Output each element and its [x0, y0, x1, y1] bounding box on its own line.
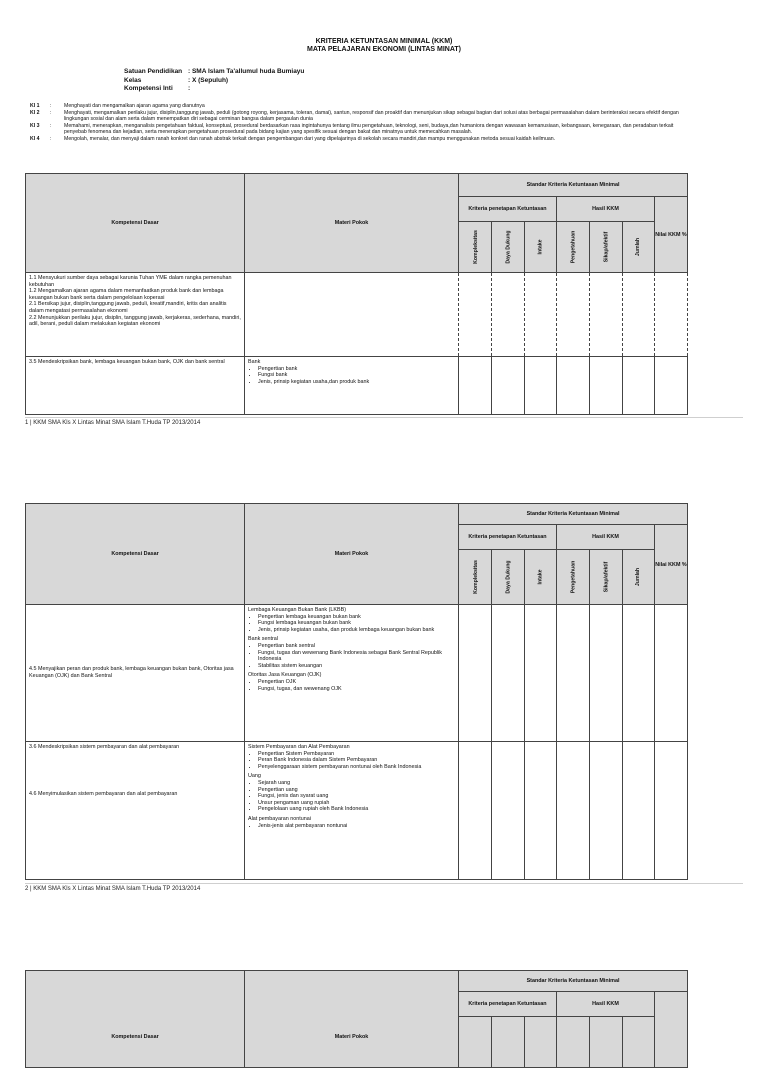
info-value: : SMA Islam Ta'allumul huda Bumiayu [188, 68, 305, 75]
kd-item: 2.2 Menunjukkan perilaku jujur, disiplin, tanggung jawab, kerjakeras, sederhana, mandiri, adil, berani, peduli dalam melakukan kegiatan ekonomi [29, 314, 241, 328]
value-cell [492, 605, 525, 742]
value-cell [557, 605, 590, 742]
daya-dukung-label: Daya Dukung [505, 560, 512, 594]
materi-list [248, 751, 455, 771]
intake-header [525, 1017, 557, 1068]
ki-text: Menghayati, mengamalkan perilaku jujur, disiplin,tanggung jawab, peduli (gotong royong, kerjasama, toleran, damai), santun, responsif dan proaktif dan menunjukan sikap sebagai bagian dari solusi atas berbagai permasalahan dalam berinteraksi secara efektif dengan lingkungan sosial dan alam serta dalam menempatkan diri sebagai cerminan bangsa dalam pergaulan dunia [64, 109, 679, 122]
standar-header: Standar Kriteria Ketuntasan Minimal [459, 174, 688, 197]
list-item: • Unsur pengaman uang rupiah [258, 800, 455, 807]
nilai-header: Nilai KKM % [655, 525, 688, 605]
intake-label: Intake [537, 569, 544, 585]
materi-title: Sistem Pembayaran dan Alat Pembayaran [248, 744, 350, 750]
value-cell [590, 605, 623, 742]
materi-title: Alat pembayaran nontunai [248, 815, 311, 822]
table-row [26, 742, 688, 880]
standar-header: Standar Kriteria Ketuntasan Minimal [459, 971, 688, 992]
list-item: • Jenis, prinsip kegiatan usaha,dan produk bank [258, 379, 455, 386]
value-cell [623, 273, 655, 357]
info-value: : [188, 85, 191, 92]
kriteria-header: Kriteria penetapan Ketuntasan [459, 525, 557, 550]
list-item: • Pengertian bank sentral [258, 643, 455, 650]
info-label: Satuan Pendidikan [124, 68, 183, 75]
kompleksitas-header [459, 1017, 492, 1068]
materi-list [248, 780, 455, 813]
kriteria-header: Kriteria penetapan Ketuntasan [459, 197, 557, 222]
kd-cell [26, 742, 245, 880]
table-row [26, 273, 688, 357]
jumlah-header [623, 222, 655, 273]
table-row [26, 605, 688, 742]
materi-header [245, 971, 459, 1068]
value-cell [525, 605, 557, 742]
info-row [124, 77, 304, 86]
ki-item [30, 103, 690, 109]
kd-item: 2.1 Bersikap jujur, disiplin,tanggung jawab, peduli, kreatif,mandiri, kritis dan analitis dalam mengatasi permasalahan ekonomi [29, 301, 227, 314]
list-item: • Fungsi lembaga keuangan bukan bank [258, 620, 455, 627]
info-label: Kelas [124, 76, 142, 84]
list-item: • Sejarah uang [258, 780, 455, 787]
jumlah-header [623, 550, 655, 605]
kd-item: 4.6 Menyimulasikan sistem pembayaran dan alat pembayaran [29, 790, 178, 797]
list-item: • Pengertian Sistem Pembayaran [258, 751, 455, 758]
materi-header-label: Materi Pokok [334, 1034, 369, 1040]
page3-clip [0, 970, 768, 1040]
value-cell [525, 273, 557, 357]
pengetahuan-header [557, 1017, 590, 1068]
kd-item: 3.5 Mendeskripsikan bank, lembaga keuangan bukan bank, OJK dan bank sentral [29, 359, 225, 365]
kd-header: Kompetensi Dasar [26, 174, 245, 273]
value-cell [525, 742, 557, 880]
table-row [26, 357, 688, 415]
ki-colon: : [50, 103, 52, 109]
sikap-header [590, 222, 623, 273]
kd-item: 1.2 Mengamalkan ajaran agama dalam memanfaatkan produk bank dan lembaga keuangan bukan bank serta dalam pengelolaan koperasi [29, 288, 224, 301]
kd-header [26, 971, 245, 1068]
school-info [124, 68, 304, 94]
value-cell [557, 357, 590, 415]
intake-header [525, 550, 557, 605]
kd-header: Kompetensi Dasar [26, 504, 245, 605]
kompleksitas-label: Kompleksitas [472, 230, 479, 264]
kd-item: 1.1 Mensyukuri sumber daya sebagai karunia Tuhan YME dalam rangka pemenuhan kebutuhan [29, 275, 232, 288]
ki-code: KI 2 [30, 109, 40, 116]
list-item: • Jenis-jenis alat pembayaran nontunai [258, 823, 455, 830]
hasil-header: Hasil KKM [557, 525, 655, 550]
ki-text: Memahami, menerapkan, menganalisis pengetahuan faktual, konseptual, prosedural berdasarkan rasa ingintahunya tentang ilmu pengetahuan, teknologi, seni, budaya,dan humaniora dengan wawasan kemanusiaan, kebangsaan, kenegaraan, dan peradaban terkait penyebab fenomena dan kejadian, serta menerapkan pengetahuan prosedural pada bidang kajian yang spesifik sesuai dengan bakat dan minatnya untuk memecahkan masalah. [64, 122, 674, 135]
list-item: • Fungsi, tugas, dan wewenang OJK [258, 686, 455, 693]
materi-title: Otoritas Jasa Keuangan (OJK) [248, 672, 322, 679]
value-cell [590, 742, 623, 880]
jumlah-label: Jumlah [635, 567, 642, 587]
ki-item [30, 136, 690, 142]
materi-cell [245, 357, 459, 415]
list-item: • Pengertian bank [258, 366, 455, 373]
materi-cell [245, 742, 459, 880]
ki-code: KI 1 [30, 103, 40, 109]
materi-list [248, 614, 455, 634]
value-cell [655, 605, 688, 742]
value-cell [623, 605, 655, 742]
value-cell [459, 742, 492, 880]
nilai-header [655, 992, 688, 1068]
hasil-header: Hasil KKM [557, 197, 655, 222]
jumlah-header [623, 1017, 655, 1068]
list-item: • Fungsi bank [258, 372, 455, 379]
nilai-header: Nilai KKM % [655, 197, 688, 273]
value-cell [557, 742, 590, 880]
materi-cell [245, 605, 459, 742]
materi-list [248, 366, 455, 386]
info-row [124, 85, 304, 94]
ki-colon: : [50, 135, 52, 142]
kompleksitas-header [459, 550, 492, 605]
list-item: • Peran Bank Indonesia dalam Sistem Pembayaran [258, 757, 455, 764]
list-item: • Fungsi, tugas dan wewenang Bank Indonesia sebagai Bank Sentral Republik Indonesia [258, 650, 455, 663]
value-cell [655, 357, 688, 415]
list-item: • Pengelolaan uang rupiah oleh Bank Indonesia [258, 806, 455, 813]
ki-item [30, 110, 690, 122]
value-cell [623, 742, 655, 880]
page-footer: 1 | KKM SMA Kls X Lintas Minat SMA Islam T.Huda TP 2013/2014 [25, 420, 201, 426]
info-row [124, 68, 304, 77]
sikap-header [590, 1017, 623, 1068]
value-cell [655, 742, 688, 880]
document-subtitle: MATA PELAJARAN EKONOMI (LINTAS MINAT) [307, 46, 461, 53]
kkm-table-page2 [25, 503, 688, 880]
pengetahuan-label: Pengetahuan [570, 560, 577, 594]
page-footer: 2 | KKM SMA Kls X Lintas Minat SMA Islam T.Huda TP 2013/2014 [25, 886, 201, 892]
kompetensi-inti-list [30, 103, 690, 142]
materi-list [248, 679, 455, 692]
kd-header-label: Kompetensi Dasar [111, 1034, 159, 1040]
page-divider [25, 417, 743, 418]
ki-colon: : [50, 122, 52, 129]
value-cell [492, 742, 525, 880]
materi-title: Lembaga Keuangan Bukan Bank (LKBB) [248, 607, 346, 613]
ki-text: Menghayati dan mengamalkan ajaran agama yang dianutnya [64, 103, 205, 109]
document-title: KRITERIA KETUNTASAN MINIMAL (KKM) [315, 38, 453, 45]
list-item: • Stabilitas sistem keuangan [258, 663, 455, 670]
value-cell [590, 357, 623, 415]
pengetahuan-label: Pengetahuan [570, 230, 577, 264]
list-item: • Pengertian uang [258, 787, 455, 794]
materi-title: Uang [248, 773, 261, 780]
materi-title: Bank [248, 359, 261, 365]
info-value: : X (Sepuluh) [188, 76, 229, 84]
materi-title: Bank sentral [248, 636, 278, 643]
kkm-table-page3 [25, 970, 688, 1068]
info-label: Kompetensi Inti [124, 85, 173, 92]
list-item: • Fungsi, jenis dan syarat uang [258, 793, 455, 800]
ki-text: Mengolah, menalar, dan menyaji dalam ranah konkret dan ranah abstrak terkait dengan pengembangan dari yang dipelajarinya di sekolah secara mandiri,dan mampu menggunakan metoda sesuai kaidah keilmuan. [64, 135, 556, 142]
sikap-label: Sikap/afektif [603, 561, 609, 593]
kkm-table-page1 [25, 173, 688, 415]
ki-item [30, 123, 690, 135]
ki-code: KI 4 [30, 135, 40, 142]
kd-cell [26, 273, 245, 357]
list-item: • Penyelenggaraan sistem pembayaran nontunai oleh Bank Indonesia [258, 764, 455, 771]
kriteria-header: Kriteria penetapan Ketuntasan [459, 992, 557, 1017]
kd-cell [26, 357, 245, 415]
value-cell [655, 273, 688, 357]
sikap-header [590, 550, 623, 605]
materi-header: Materi Pokok [245, 174, 459, 273]
intake-label: Intake [537, 239, 544, 255]
kompleksitas-header [459, 222, 492, 273]
materi-cell [245, 273, 459, 357]
daya-dukung-header [492, 1017, 525, 1068]
list-item: • Pengertian OJK [258, 679, 455, 686]
value-cell [459, 605, 492, 742]
value-cell [459, 357, 492, 415]
kd-item: 4.5 Menyajikan peran dan produk bank, lembaga keuangan bukan bank, Otoritas jasa Keuangan (OJK) dan Bank Sentral [29, 666, 234, 679]
pengetahuan-header [557, 550, 590, 605]
daya-dukung-label: Daya Dukung [505, 230, 512, 264]
ki-colon: : [50, 109, 52, 116]
kd-item: 3.6 Mendeskripsikan sistem pembayaran dan alat pembayaran [29, 744, 180, 750]
materi-list [248, 643, 455, 669]
value-cell [623, 357, 655, 415]
sikap-label: Sikap/afektif [603, 231, 609, 263]
list-item: • Pengertian lembaga keuangan bukan bank [258, 614, 455, 621]
ki-code: KI 3 [30, 122, 40, 129]
standar-header: Standar Kriteria Ketuntasan Minimal [459, 504, 688, 525]
jumlah-label: Jumlah [635, 237, 642, 257]
hasil-header: Hasil KKM [557, 992, 655, 1017]
kompleksitas-label: Kompleksitas [472, 560, 479, 594]
list-item: • Jenis, prinsip kegiatan usaha, dan produk lembaga keuangan bukan bank [258, 627, 455, 634]
value-cell [459, 273, 492, 357]
page-divider [25, 883, 743, 884]
materi-list [248, 823, 455, 830]
materi-header: Materi Pokok [245, 504, 459, 605]
pengetahuan-header [557, 222, 590, 273]
daya-dukung-header [492, 222, 525, 273]
value-cell [492, 273, 525, 357]
value-cell [492, 357, 525, 415]
daya-dukung-header [492, 550, 525, 605]
value-cell [525, 357, 557, 415]
value-cell [557, 273, 590, 357]
kd-cell [26, 605, 245, 742]
value-cell [590, 273, 623, 357]
intake-header [525, 222, 557, 273]
